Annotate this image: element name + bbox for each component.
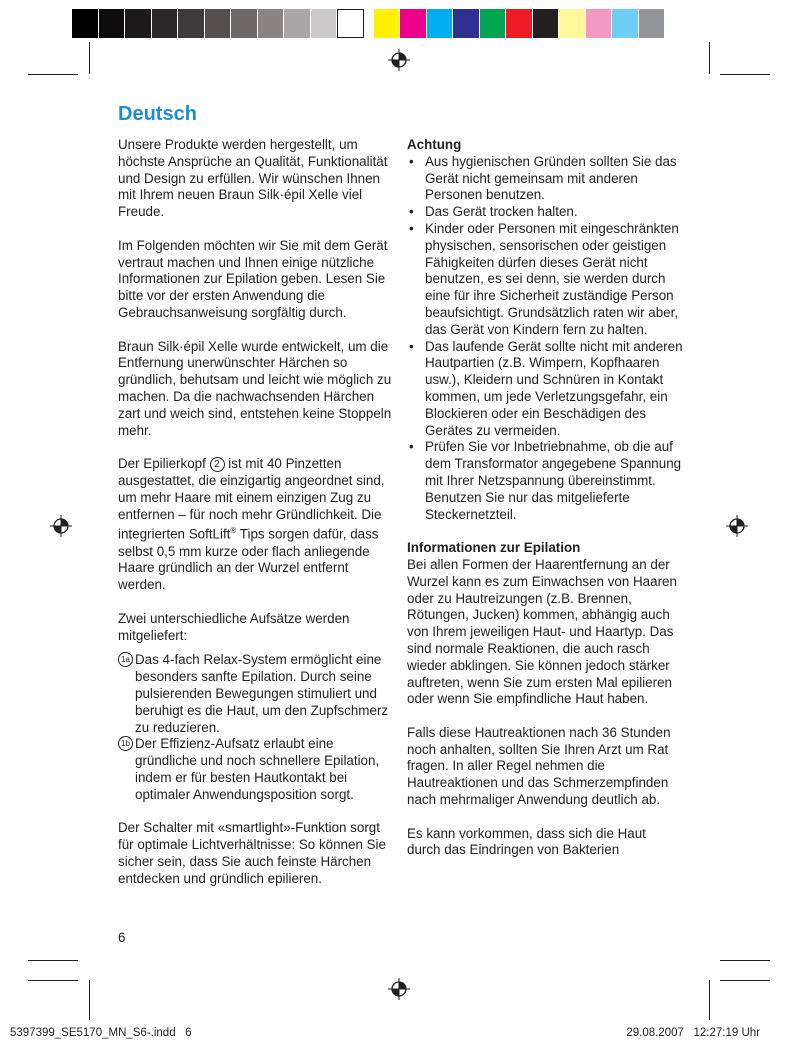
page-title: Deutsch (118, 103, 197, 125)
color-swatch (453, 9, 480, 38)
color-swatch (400, 9, 427, 38)
epilation-head-text-b: ist mit 40 Pinzetten ausgestattet, die einzigartig angeordnet sind, um mehr Haare mit einem einzigen Zug zu entfernen – für noch mehr Gründlichkeit. Die integrierten SoftLift (118, 456, 385, 542)
footer-datetime: 29.08.2007 12:27:19 Uhr (626, 1027, 760, 1039)
color-swatch (231, 9, 258, 38)
color-swatch (586, 9, 613, 38)
color-swatch (152, 9, 179, 38)
epilation-head-paragraph (118, 456, 394, 594)
color-swatch (337, 9, 364, 38)
gray-swatch-group (72, 9, 364, 38)
registration-mark-icon (50, 515, 72, 537)
info-paragraph: Es kann vorkommen, dass sich die Haut durch das Eindringen von Bakterien (407, 825, 646, 858)
product-description-paragraph: Braun Silk·épil Xelle wurde entwickelt, um die Entfernung unerwünschter Härchen so gründlich, behutsam und leicht wie möglich zu machen. Da die nachwachsenden Härchen zart und weich sind, entstehen keine Stoppeln mehr. (118, 338, 392, 438)
color-swatch (258, 9, 285, 38)
process-swatch-group (374, 9, 666, 38)
color-swatch (559, 9, 586, 38)
color-swatch (178, 9, 205, 38)
attachments-intro: Zwei unterschiedliche Aufsätze werden mitgeliefert: (118, 610, 350, 643)
color-swatch (205, 9, 232, 38)
crop-mark (89, 42, 90, 74)
info-heading: Informationen zur Epilation (407, 540, 581, 556)
color-swatch (639, 9, 666, 38)
registration-mark-icon (388, 978, 410, 1000)
crop-mark (28, 74, 78, 75)
color-swatch (374, 9, 401, 38)
color-swatch (72, 9, 99, 38)
color-swatch (125, 9, 152, 38)
warning-item: • Das Gerät trocken halten. (407, 204, 683, 221)
swatch-gap (364, 9, 374, 38)
circled-number: 2 (210, 457, 225, 472)
smartlight-paragraph: Der Schalter mit «smartlight»-Funktion sorgt für optimale Lichtverhältnisse: So können Sie sicher sein, dass Sie auch feinste Härchen entdecken und gründlich epilieren. (118, 820, 386, 886)
color-calibration-bar (72, 9, 665, 38)
color-swatch (533, 9, 560, 38)
epilation-head-text-c: Tips sorgen dafür, dass selbst 0,5 mm kurze oder flach anliegende Haare gründlich an der Wurzel entfernt werden. (118, 526, 379, 593)
warning-item: • Aus hygienischen Gründen sollten Sie das Gerät nicht gemeinsam mit anderen Personen benutzen. (407, 154, 683, 204)
crop-mark (28, 980, 78, 981)
color-swatch (311, 9, 338, 38)
registration-mark-icon (726, 515, 748, 537)
crop-mark (709, 980, 710, 1020)
page-number: 6 (118, 930, 126, 945)
color-swatch (284, 9, 311, 38)
info-paragraph: Falls diese Hautreaktionen nach 36 Stunden noch anhalten, sollten Sie Ihren Arzt um Rat fragen. In aller Regel nehmen die Hautreaktionen und das Schmerzempfinden nach mehrmaliger Anwendung deutlich ab. (407, 724, 671, 808)
color-swatch (99, 9, 126, 38)
crop-mark (720, 74, 770, 75)
color-swatch (427, 9, 454, 38)
left-column (118, 137, 394, 904)
warning-heading: Achtung (407, 137, 462, 152)
attachment-badge: 1a (118, 652, 135, 736)
attachment-item (118, 736, 394, 803)
attachment-text: Das 4-fach Relax-System ermöglicht eine besonders sanfte Epilation. Durch seine pulsierenden Bewegungen stimuliert und beruhigt es die Haut, um den Zupfschmerz zu reduzieren. (135, 652, 389, 735)
color-swatch (480, 9, 507, 38)
registered-mark: ® (230, 526, 237, 536)
registration-mark-icon (388, 49, 410, 71)
crop-mark (709, 42, 710, 74)
bleed-mark (720, 960, 770, 961)
color-swatch (612, 9, 639, 38)
footer-file-name: 5397399_SE5170_MN_S6-.indd 6 (10, 1027, 192, 1039)
crop-mark (720, 980, 770, 981)
attachment-badge: 1b (118, 736, 135, 803)
introduction-paragraph: Im Folgenden möchten wir Sie mit dem Gerät vertraut machen und Ihnen einige nützliche Informationen zur Epilation geben. Lesen Sie bitte vor der ersten Anwendung die Gebrauchsanweisung sorgfältig durch. (118, 237, 388, 320)
attachment-text: Der Effizienz-Aufsatz erlaubt eine gründliche und noch schnellere Epilation, indem er für besten Hautkontakt bei optimaler Anwendungsposition sorgt. (135, 736, 380, 802)
right-column (407, 137, 683, 876)
bleed-mark (28, 960, 78, 961)
warning-item: • Kinder oder Personen mit eingeschränkten physischen, sensorischen oder geistigen Fähigkeiten dürfen dieses Gerät nicht benutzen, es sei denn, sie werden durch eine für ihre Sicherheit zuständige Person beaufsichtigt. Grundsätzlich raten wir aber, das Gerät von Kindern fern zu halten. (407, 221, 683, 339)
attachment-item (118, 652, 394, 736)
warning-item: • Das laufende Gerät sollte nicht mit anderen Hautpartien (z.B. Wimpern, Kopfhaaren usw.), Kleidern und Schnüren in Kontakt kommen, um jede Verletzungsgefahr, ein Blockieren oder ein Beschädigen des Gerätes zu vermeiden. (407, 339, 683, 440)
warning-list (407, 154, 683, 524)
warning-item: • Prüfen Sie vor Inbetriebnahme, ob die auf dem Transformator angegebene Spannung mit Ihrer Netzspannung übereinstimmt. Benutzen Sie nur das mitgelieferte Steckernetzteil. (407, 439, 683, 523)
info-paragraph: Bei allen Formen der Haarentfernung an der Wurzel kann es zum Einwachsen von Haaren oder zu Hautreizungen (z.B. Brennen, Rötungen, Jucken) kommen, abhängig auch von Ihrem jeweiligen Haut- und Haartyp. Das sind normale Reaktionen, die auch rasch wieder abklingen. Sie können jedoch stärker auftreten, wenn Sie zum ersten Mal epilieren oder wenn Sie empfindliche Haut haben. (407, 556, 677, 707)
intro-paragraph: Unsere Produkte werden hergestellt, um höchste Ansprüche an Qualität, Funktionalität und Design zu erfüllen. Wir wünschen Ihnen mit Ihrem neuen Braun Silk·épil Xelle viel Freude. (118, 137, 388, 220)
epilation-head-text-a: Der Epilierkopf (118, 456, 210, 472)
crop-mark (89, 980, 90, 1020)
color-swatch (506, 9, 533, 38)
